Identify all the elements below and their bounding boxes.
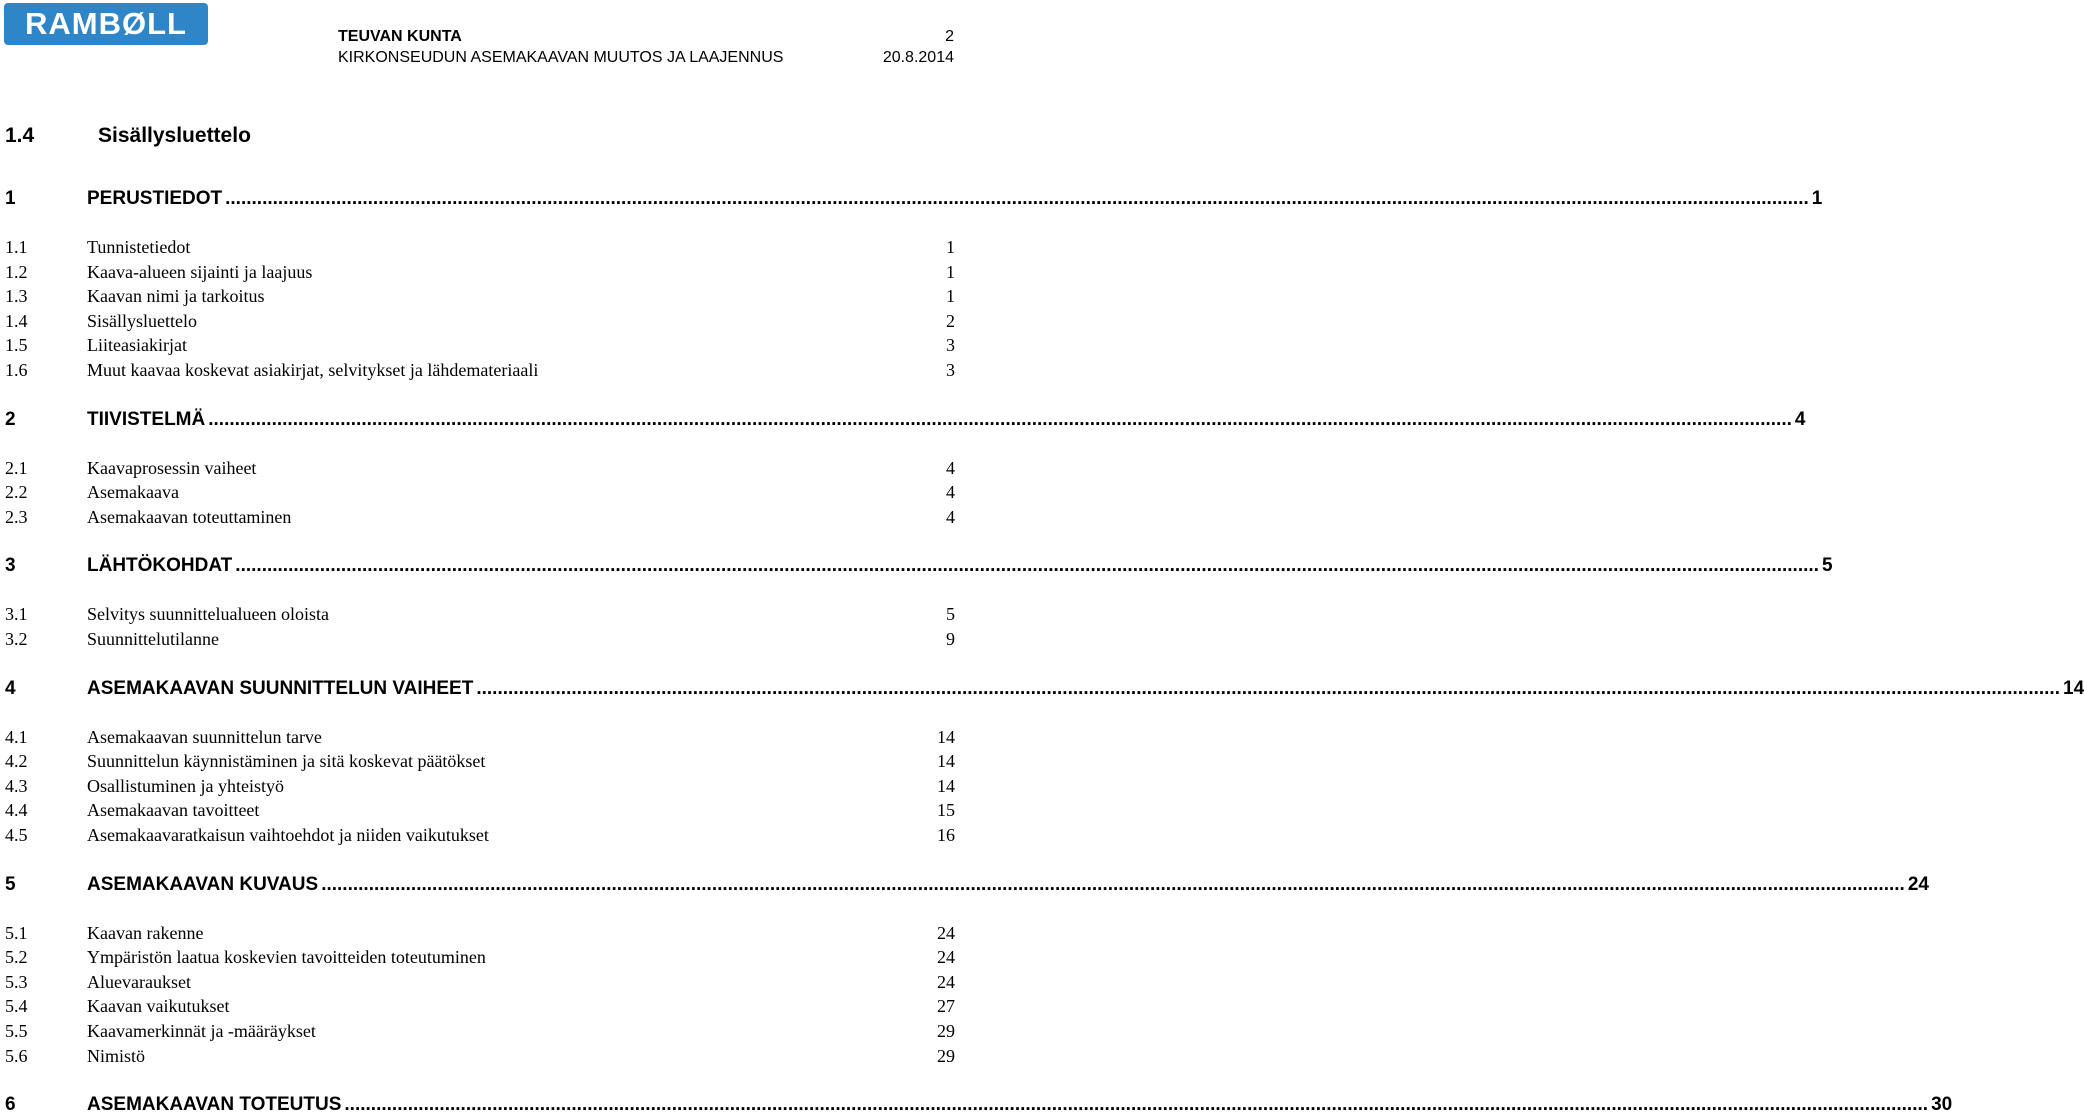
toc-number: 5.5 [5, 1021, 28, 1041]
toc-section[interactable] [5, 972, 955, 993]
toc-page-number: 1 [946, 286, 955, 307]
toc-page-number: 14 [937, 726, 955, 747]
toc-number: 1 [5, 188, 16, 209]
toc-chapter[interactable] [5, 873, 1929, 896]
toc-page-number: 16 [937, 825, 955, 845]
toc-page-number: 29 [937, 1021, 955, 1041]
toc-section[interactable] [5, 1021, 955, 1042]
toc-section[interactable] [5, 751, 955, 772]
toc-number: 6 [5, 1094, 16, 1116]
toc-title: Suunnittelutilanne [87, 629, 219, 649]
toc-page-number: 15 [937, 800, 955, 821]
toc-number: 4.4 [5, 800, 28, 821]
toc-page-number: 30 [1931, 1094, 1953, 1116]
toc-leader-dots: ............................................................................................................................................................................................................................................................................................................ [476, 677, 2060, 699]
toc-title: Muut kaavaa koskevat asiakirjat, selvitykset ja lähdemateriaali [87, 360, 539, 380]
toc-title: Asemakaava [87, 482, 179, 503]
toc-number: 4.5 [5, 825, 28, 845]
toc-chapter[interactable] [5, 1094, 1953, 1116]
toc-number: 2.2 [5, 482, 28, 503]
toc-title: Asemakaavan tavoitteet [87, 800, 260, 821]
toc-title: Aluevaraukset [87, 971, 191, 992]
toc-page-number: 3 [946, 335, 955, 356]
toc-title: Selvitys suunnittelualueen oloista [87, 604, 329, 625]
toc-number: 4.2 [5, 751, 28, 772]
toc-number: 2 [5, 408, 16, 430]
toc-section[interactable] [5, 262, 955, 283]
toc-section[interactable] [5, 335, 955, 356]
toc-number: 3.1 [5, 604, 28, 625]
toc-section[interactable] [5, 800, 955, 821]
toc-page-number: 14 [937, 775, 955, 796]
toc-number: 2.1 [5, 457, 28, 478]
toc-section[interactable] [5, 286, 955, 307]
toc-section[interactable] [5, 996, 955, 1017]
toc-section[interactable] [5, 482, 955, 503]
toc-title: Sisällysluettelo [87, 310, 197, 331]
toc-section[interactable] [5, 947, 955, 968]
page-header [338, 28, 954, 70]
toc-page-number: 2 [946, 310, 955, 331]
toc-number: 5.4 [5, 996, 28, 1017]
toc-number: 2.3 [5, 506, 28, 527]
toc-leader-dots: ............................................................................................................................................................................................................................................................................................................ [235, 555, 1819, 577]
toc-page-number: 4 [1794, 408, 1806, 430]
toc-title: Liiteasiakirjat [87, 335, 187, 356]
toc-title: Asemakaavan suunnittelun tarve [87, 726, 322, 747]
toc-number: 3.2 [5, 629, 28, 649]
toc-section[interactable] [5, 1046, 955, 1067]
toc-title: Ympäristön laatua koskevien tavoitteiden toteutuminen [87, 947, 486, 968]
toc-title: Kaavan rakenne [87, 922, 204, 943]
toc-title: Suunnittelun käynnistäminen ja sitä koskevat päätökset [87, 751, 486, 772]
toc-page-number: 24 [937, 971, 955, 992]
toc-title: Asemakaavaratkaisun vaihtoehdot ja niiden vaikutukset [87, 825, 489, 845]
toc-section[interactable] [5, 360, 955, 381]
toc-number: 5.6 [5, 1045, 28, 1066]
toc-section[interactable] [5, 825, 955, 846]
toc-section[interactable] [5, 458, 955, 479]
toc-number: 4 [5, 677, 16, 699]
toc-page-number: 3 [946, 360, 955, 380]
toc-title: Nimistö [87, 1045, 146, 1066]
toc-page-number: 1 [946, 237, 955, 257]
toc-page-number: 27 [937, 996, 955, 1017]
toc-title: ASEMAKAAVAN TOTEUTUS [87, 1094, 342, 1116]
toc-page-number: 14 [937, 751, 955, 772]
toc-number: 5 [5, 873, 16, 895]
toc-section[interactable] [5, 507, 955, 528]
toc-section[interactable] [5, 311, 955, 332]
toc-number: 4.3 [5, 775, 28, 796]
toc-title: Kaavamerkinnät ja -määräykset [87, 1021, 316, 1041]
toc-number: 1.3 [5, 286, 28, 307]
toc-page-number: 24 [1907, 873, 1929, 895]
toc-page-number: 14 [2063, 677, 2084, 699]
toc-page-number: 29 [937, 1045, 955, 1066]
toc-section[interactable] [5, 629, 955, 650]
toc-heading-title: Sisällysluettelo [98, 124, 251, 147]
toc-number: 1.1 [5, 237, 28, 257]
toc-title: LÄHTÖKOHDAT [87, 555, 233, 577]
toc-section[interactable] [5, 923, 955, 944]
toc-leader-dots: ............................................................................................................................................................................................................................................................................................................ [344, 1094, 1929, 1116]
toc-page-number: 4 [946, 457, 955, 478]
toc-title: Osallistuminen ja yhteistyö [87, 775, 284, 796]
header-row-2 [338, 49, 954, 70]
toc-page-number: 24 [937, 947, 955, 968]
toc-title: ASEMAKAAVAN SUUNNITTELUN VAIHEET [87, 677, 474, 699]
toc-page-number: 4 [946, 482, 955, 503]
toc-title: Tunnistetiedot [87, 237, 191, 257]
toc-heading [5, 124, 251, 148]
toc-chapter[interactable] [5, 188, 1823, 210]
toc-section[interactable] [5, 604, 955, 625]
toc-title: TIIVISTELMÄ [87, 408, 206, 430]
toc-page-number: 5 [1821, 555, 1833, 577]
document-date: 20.8.2014 [882, 49, 954, 66]
toc-title: Asemakaavan toteuttaminen [87, 506, 292, 527]
project-name: KIRKONSEUDUN ASEMAKAAVAN MUUTOS JA LAAJENNUS [338, 49, 784, 66]
toc-title: PERUSTIEDOT [87, 188, 223, 209]
toc-chapter[interactable] [5, 677, 2084, 700]
toc-page-number: 4 [946, 506, 955, 527]
toc-chapter[interactable] [5, 408, 1806, 431]
toc-leader-dots: ............................................................................................................................................................................................................................................................................................................ [208, 408, 1792, 430]
toc-number: 4.1 [5, 726, 28, 747]
toc-number: 1.4 [5, 310, 28, 331]
toc-number: 1.2 [5, 261, 28, 282]
toc-title: ASEMAKAAVAN KUVAUS [87, 873, 319, 895]
toc-section[interactable] [5, 727, 955, 748]
toc-leader-dots: ............................................................................................................................................................................................................................................................................................................ [321, 873, 1905, 895]
logo-text: RAMBØLL [25, 6, 187, 41]
toc-number: 3 [5, 555, 16, 577]
toc-number: 5.1 [5, 922, 28, 943]
toc-number: 5.3 [5, 971, 28, 992]
toc-page-number: 24 [937, 922, 955, 943]
toc-title: Kaava-alueen sijainti ja laajuus [87, 261, 313, 282]
toc-number: 5.2 [5, 947, 28, 968]
toc-page-number: 5 [946, 604, 955, 625]
toc-section[interactable] [5, 237, 955, 258]
toc-title: Kaavan nimi ja tarkoitus [87, 286, 265, 307]
toc-page-number: 1 [946, 261, 955, 282]
toc-number: 1.5 [5, 335, 28, 356]
toc-page-number: 9 [946, 629, 955, 649]
toc-leader-dots: ............................................................................................................................................................................................................................................................................................................ [225, 188, 1809, 209]
ramboll-logo [4, 3, 208, 45]
header-row-1 [338, 28, 954, 49]
toc-heading-number: 1.4 [5, 124, 35, 147]
toc-title: Kaavan vaikutukset [87, 996, 230, 1017]
toc-title: Kaavaprosessin vaiheet [87, 457, 257, 478]
toc-page-number: 1 [1811, 188, 1823, 209]
page-number: 2 [945, 28, 954, 45]
client-name: TEUVAN KUNTA [338, 28, 462, 45]
toc-section[interactable] [5, 776, 955, 797]
toc-chapter[interactable] [5, 555, 1833, 577]
toc-number: 1.6 [5, 360, 28, 380]
